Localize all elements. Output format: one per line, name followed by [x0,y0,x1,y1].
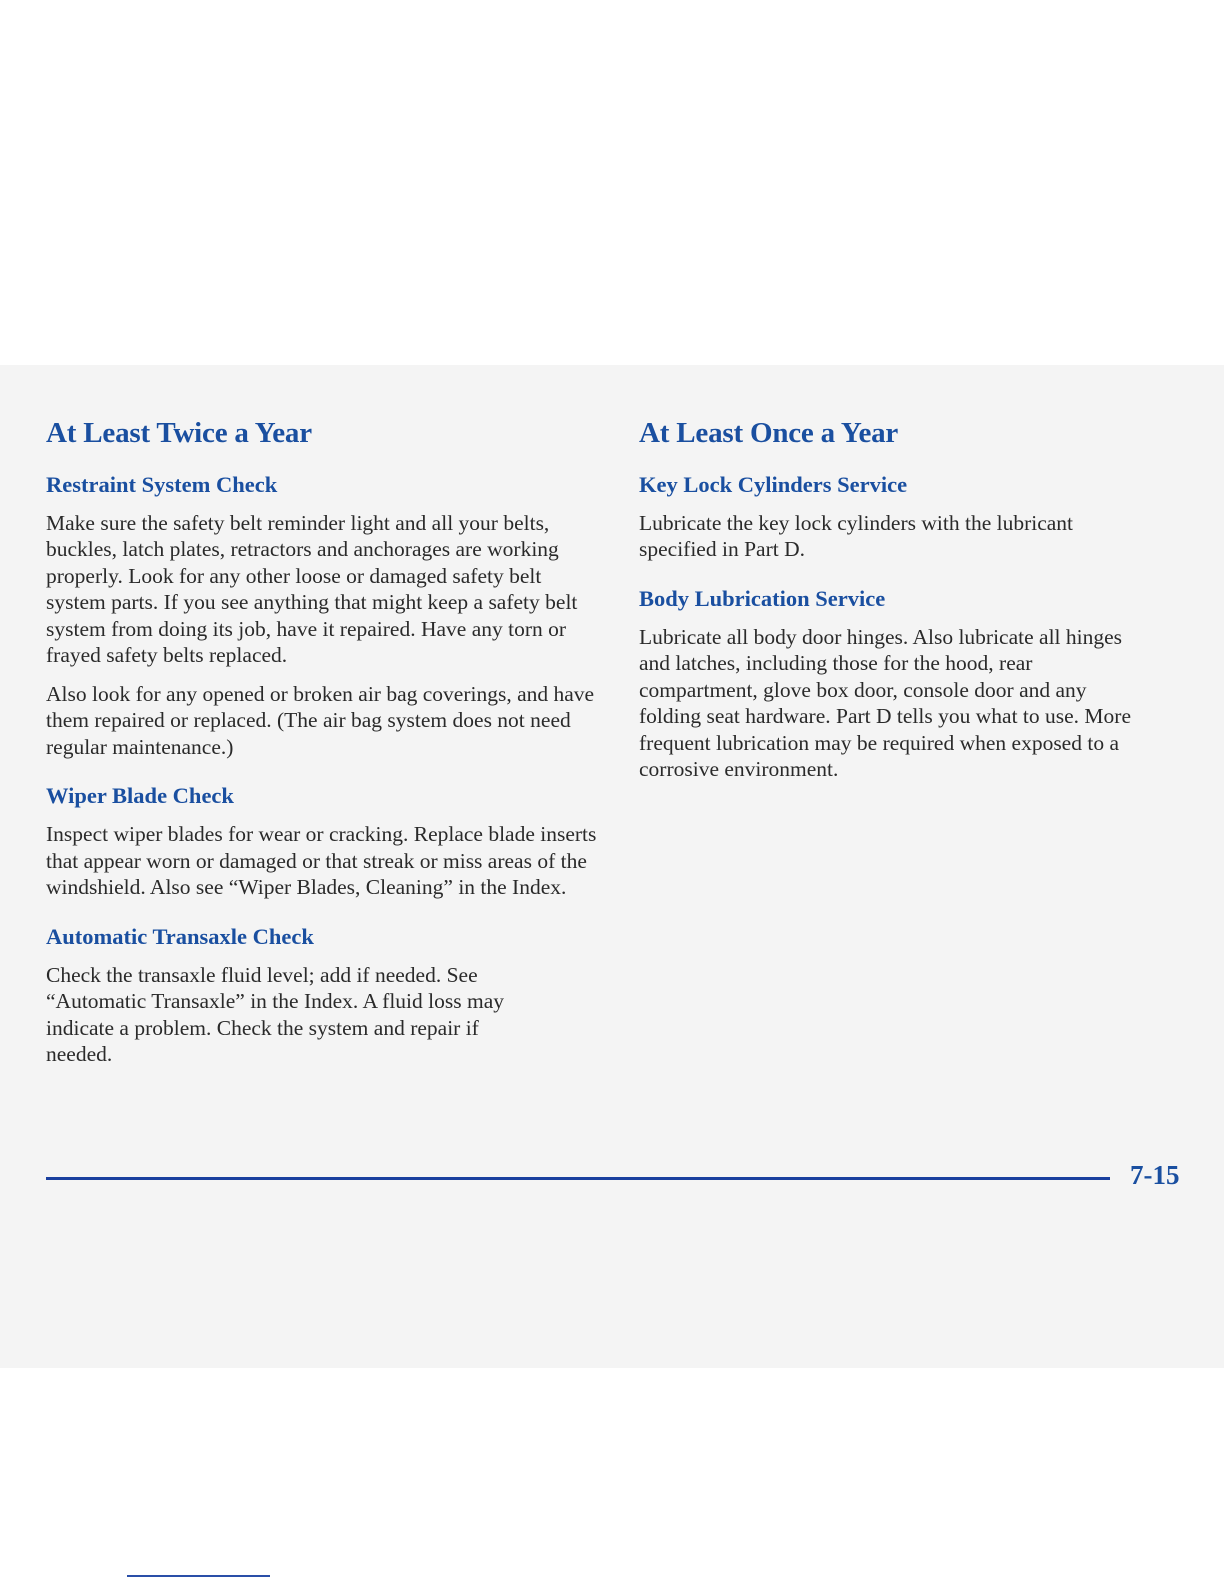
footer-rule [46,1177,1110,1180]
paragraph-transaxle: Check the transaxle fluid level; add if needed. See “Automatic Transaxle” in the Index. A fluid loss may indicate a problem. Check the system and repair if needed. [46,962,505,1067]
subheading-restraint-system-check: Restraint System Check [46,471,278,497]
subheading-automatic-transaxle-check: Automatic Transaxle Check [46,923,314,949]
section-title-twice-a-year: At Least Twice a Year [46,417,312,449]
left-column [46,416,606,1080]
paragraph-wiper: Inspect wiper blades for wear or cracking. Replace blade inserts that appear worn or damaged or that streak or miss areas of the windshield. Also see “Wiper Blades, Cleaning” in the Index. [46,822,597,900]
subheading-key-lock-cylinders-service: Key Lock Cylinders Service [639,471,908,497]
page-number: 7-15 [1130,1160,1180,1190]
section-title-once-a-year: At Least Once a Year [639,417,899,449]
paragraph-body-lubrication: Lubricate all body door hinges. Also lubricate all hinges and latches, including those for the hood, rear compartment, glove box door, console door and any folding seat hardware. Part D tells you what to use. More frequent lubrication may be required when exposed to a corrosive environment. [639,624,1131,782]
bottom-rule-stub [127,1575,270,1577]
paragraph-key-lock: Lubricate the key lock cylinders with the lubricant specified in Part D. [639,510,1074,562]
subheading-wiper-blade-check: Wiper Blade Check [46,783,234,809]
paragraph-restraint-1: Make sure the safety belt reminder light and all your belts, buckles, latch plates, retractors and anchorages are working properly. Look for any other loose or damaged safety belt system parts. If you see anything that might keep a safety belt system from doing its job, have it repaired. Have any torn or frayed safety belts replaced. [46,510,578,668]
paragraph-restraint-2: Also look for any opened or broken air bag coverings, and have them repaired or replaced. (The air bag system does not need regular maintenance.) [46,681,595,759]
subheading-body-lubrication-service: Body Lubrication Service [639,585,886,611]
right-column [639,416,1159,795]
